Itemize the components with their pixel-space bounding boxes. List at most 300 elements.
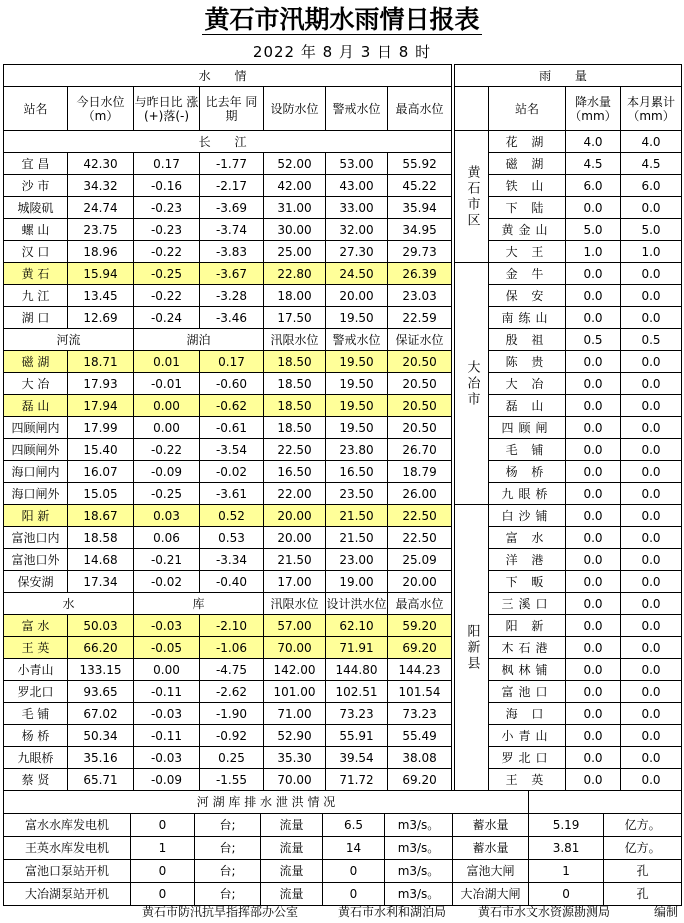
column-header: 汛限水位 (264, 593, 326, 615)
station-value: 0.17 (200, 351, 264, 373)
station-name: 磁 湖 (4, 351, 68, 373)
table-row (455, 329, 682, 351)
discharge-name: 大冶湖泵站开机 (4, 883, 131, 906)
station-value: -0.25 (134, 483, 200, 505)
water-section-title: 水 情 (4, 65, 452, 87)
region-header-blank (455, 87, 489, 131)
station-value: 0.00 (134, 659, 200, 681)
station-value: 142.00 (264, 659, 326, 681)
table-row (4, 615, 452, 637)
station-name: 王 英 (489, 769, 566, 791)
rainfall-value: 0.0 (566, 505, 621, 527)
table-row (455, 461, 682, 483)
station-value: 32.00 (326, 219, 388, 241)
rainfall-value: 0.0 (566, 197, 621, 219)
station-value: 18.67 (68, 505, 134, 527)
station-value: -0.22 (134, 439, 200, 461)
station-value: -0.22 (134, 241, 200, 263)
station-name: 小青山 (4, 659, 68, 681)
station-value: 39.54 (326, 747, 388, 769)
table-row (4, 483, 452, 505)
column-header: 汛限水位 (264, 329, 326, 351)
section-header-row (455, 65, 682, 87)
station-value: 20.50 (388, 351, 452, 373)
station-value: 55.49 (388, 725, 452, 747)
discharge-flow: 14 (323, 837, 385, 860)
monthly-total-value: 0.0 (621, 483, 682, 505)
monthly-total-value: 0.0 (621, 307, 682, 329)
station-value: 18.96 (68, 241, 134, 263)
table-row (455, 417, 682, 439)
station-name: 湖 口 (4, 307, 68, 329)
station-value: 71.91 (326, 637, 388, 659)
station-value: 57.00 (264, 615, 326, 637)
station-value: 23.75 (68, 219, 134, 241)
station-value: 20.50 (388, 417, 452, 439)
station-value: 66.20 (68, 637, 134, 659)
station-value: 34.95 (388, 219, 452, 241)
station-value: 17.00 (264, 571, 326, 593)
station-name: 沙 市 (4, 175, 68, 197)
station-name: 杨 桥 (4, 725, 68, 747)
station-value: 26.70 (388, 439, 452, 461)
station-value: 19.50 (326, 307, 388, 329)
station-value: -0.09 (134, 769, 200, 791)
station-value: 20.00 (264, 505, 326, 527)
table-row (4, 681, 452, 703)
column-header: 设计洪水位 (326, 593, 388, 615)
station-value: -0.11 (134, 725, 200, 747)
water-table (3, 64, 452, 791)
station-value: 101.00 (264, 681, 326, 703)
station-value: -2.10 (200, 615, 264, 637)
station-name: 海 口 (489, 703, 566, 725)
station-name: 四顾闸外 (4, 439, 68, 461)
table-row (4, 285, 452, 307)
station-value: 19.00 (326, 571, 388, 593)
station-value: -0.02 (200, 461, 264, 483)
monthly-total-value: 0.0 (621, 505, 682, 527)
station-value: 0.52 (200, 505, 264, 527)
table-row (455, 725, 682, 747)
table-row (455, 263, 682, 285)
station-value: 43.00 (326, 175, 388, 197)
station-value: 144.80 (326, 659, 388, 681)
station-name: 毛 铺 (4, 703, 68, 725)
report-title: 黄石市汛期水雨情日报表 (204, 5, 480, 34)
station-value: -0.01 (134, 373, 200, 395)
station-value: 29.73 (388, 241, 452, 263)
monthly-total-value: 0.0 (621, 659, 682, 681)
station-name: 九眼桥 (489, 483, 566, 505)
station-value: -0.62 (200, 395, 264, 417)
table-row (4, 417, 452, 439)
rainfall-value: 0.0 (566, 769, 621, 791)
column-header: 与昨日比 涨(+)落(-) (134, 87, 200, 131)
rainfall-value: 0.0 (566, 483, 621, 505)
rainfall-value: 0.0 (566, 659, 621, 681)
station-value: -3.34 (200, 549, 264, 571)
station-value: 45.22 (388, 175, 452, 197)
monthly-total-value: 0.0 (621, 769, 682, 791)
rainfall-value: 5.0 (566, 219, 621, 241)
discharge-store: 3.81 (529, 837, 604, 860)
rain-section-title: 雨 量 (455, 65, 682, 87)
station-value: 22.59 (388, 307, 452, 329)
rainfall-value: 0.0 (566, 263, 621, 285)
station-value: 18.58 (68, 527, 134, 549)
station-value: 26.39 (388, 263, 452, 285)
discharge-flow: 0 (323, 883, 385, 906)
table-row (455, 747, 682, 769)
station-name: 富池口 (489, 681, 566, 703)
table-row (4, 263, 452, 285)
station-value: -1.90 (200, 703, 264, 725)
station-value: 20.00 (388, 571, 452, 593)
station-name: 黄 石 (4, 263, 68, 285)
table-row (455, 175, 682, 197)
station-value: 59.20 (388, 615, 452, 637)
station-value: 19.50 (326, 395, 388, 417)
rainfall-value: 0.0 (566, 725, 621, 747)
station-value: -1.77 (200, 153, 264, 175)
discharge-count: 0 (131, 860, 195, 883)
yangtze-label-row (4, 131, 452, 153)
station-name: 富 水 (489, 527, 566, 549)
station-value: 20.00 (264, 527, 326, 549)
discharge-name: 王英水库发电机 (4, 837, 131, 860)
monthly-total-value: 0.0 (621, 197, 682, 219)
station-value: 52.00 (264, 153, 326, 175)
station-name: 王 英 (4, 637, 68, 659)
column-header: 警戒水位 (326, 329, 388, 351)
station-value: -2.62 (200, 681, 264, 703)
station-value: 35.16 (68, 747, 134, 769)
station-value: 22.50 (264, 439, 326, 461)
station-value: 17.99 (68, 417, 134, 439)
discharge-unit: 台; (195, 860, 261, 883)
station-value: 23.00 (326, 549, 388, 571)
station-name: 城陵矶 (4, 197, 68, 219)
discharge-store-label: 大冶湖大闸 (453, 883, 529, 906)
station-value: 19.50 (326, 351, 388, 373)
discharge-unit: 台; (195, 837, 261, 860)
station-value: -0.92 (200, 725, 264, 747)
monthly-total-value: 0.0 (621, 461, 682, 483)
station-name: 木石港 (489, 637, 566, 659)
station-name: 蔡 贤 (4, 769, 68, 791)
station-value: 71.00 (264, 703, 326, 725)
discharge-flow-unit: m3/s。 (385, 814, 453, 837)
table-row (455, 131, 682, 153)
discharge-name: 富池口泵站开机 (4, 860, 131, 883)
station-value: 42.00 (264, 175, 326, 197)
discharge-flow-unit: m3/s。 (385, 837, 453, 860)
station-name: 磊 山 (4, 395, 68, 417)
discharge-count: 0 (131, 814, 195, 837)
station-name: 海口闸内 (4, 461, 68, 483)
station-value: 18.50 (264, 373, 326, 395)
station-value: 13.45 (68, 285, 134, 307)
station-value: 15.94 (68, 263, 134, 285)
table-row (4, 461, 452, 483)
station-value: -0.23 (134, 197, 200, 219)
station-value: 17.93 (68, 373, 134, 395)
station-name: 罗北口 (489, 747, 566, 769)
station-value: 69.20 (388, 769, 452, 791)
monthly-total-value: 0.0 (621, 571, 682, 593)
station-value: 50.34 (68, 725, 134, 747)
station-value: 17.94 (68, 395, 134, 417)
station-name: 阳 新 (4, 505, 68, 527)
rainfall-value: 4.0 (566, 131, 621, 153)
rainfall-value: 0.0 (566, 307, 621, 329)
rainfall-value: 0.0 (566, 571, 621, 593)
station-value: 55.92 (388, 153, 452, 175)
station-name: 毛 铺 (489, 439, 566, 461)
rainfall-value: 0.0 (566, 395, 621, 417)
station-value: -2.17 (200, 175, 264, 197)
region-name: 大冶市 (464, 359, 480, 408)
rainfall-value: 1.0 (566, 241, 621, 263)
station-value: -4.75 (200, 659, 264, 681)
station-value: 144.23 (388, 659, 452, 681)
lakes-header-row (4, 329, 452, 351)
group-header: 库 (134, 593, 264, 615)
rainfall-value: 0.0 (566, 373, 621, 395)
monthly-total-value: 0.0 (621, 615, 682, 637)
station-name: 花 湖 (489, 131, 566, 153)
station-name: 南练山 (489, 307, 566, 329)
table-row (455, 307, 682, 329)
station-name: 富 水 (4, 615, 68, 637)
station-value: 18.50 (264, 395, 326, 417)
station-value: 23.50 (326, 483, 388, 505)
rainfall-value: 0.0 (566, 681, 621, 703)
rainfall-value: 4.5 (566, 153, 621, 175)
discharge-unit: 台; (195, 814, 261, 837)
monthly-total-value: 0.0 (621, 351, 682, 373)
discharge-store: 0 (529, 883, 604, 906)
discharge-flow-label: 流量 (261, 837, 323, 860)
station-name: 海口闸外 (4, 483, 68, 505)
discharge-store-unit: 孔 (604, 883, 682, 906)
station-value: 27.30 (326, 241, 388, 263)
column-header: 比去年 同 期 (200, 87, 264, 131)
station-name: 杨 桥 (489, 461, 566, 483)
station-value: 71.72 (326, 769, 388, 791)
station-name: 下 陆 (489, 197, 566, 219)
footer-org-1: 黄石市防汛抗旱指挥部办公室 (142, 905, 299, 919)
discharge-store: 1 (529, 860, 604, 883)
station-value: 73.23 (326, 703, 388, 725)
station-value: 34.32 (68, 175, 134, 197)
station-name: 汉 口 (4, 241, 68, 263)
station-value: 15.40 (68, 439, 134, 461)
station-name: 磁 湖 (489, 153, 566, 175)
table-row (4, 637, 452, 659)
station-name: 殷 祖 (489, 329, 566, 351)
station-value: 15.05 (68, 483, 134, 505)
monthly-total-value: 0.0 (621, 703, 682, 725)
discharge-flow-label: 流量 (261, 814, 323, 837)
station-name: 富池口外 (4, 549, 68, 571)
rainfall-value: 0.0 (566, 637, 621, 659)
table-row (4, 725, 452, 747)
station-value: 12.69 (68, 307, 134, 329)
table-row (4, 860, 682, 883)
table-row (4, 307, 452, 329)
station-value: 55.91 (326, 725, 388, 747)
monthly-total-value: 0.0 (621, 285, 682, 307)
station-value: 19.50 (326, 417, 388, 439)
monthly-total-value: 0.0 (621, 637, 682, 659)
column-header: 本月累计（mm） (621, 87, 682, 131)
discharge-flow-unit: m3/s。 (385, 883, 453, 906)
station-value: 17.50 (264, 307, 326, 329)
discharge-store-unit: 孔 (604, 860, 682, 883)
table-row (455, 637, 682, 659)
rainfall-value: 0.0 (566, 285, 621, 307)
table-row (4, 527, 452, 549)
discharge-flow-unit: m3/s。 (385, 860, 453, 883)
station-value: -0.25 (134, 263, 200, 285)
rainfall-value: 0.0 (566, 747, 621, 769)
discharge-store-unit: 亿方。 (604, 814, 682, 837)
monthly-total-value: 0.0 (621, 373, 682, 395)
rainfall-value: 0.0 (566, 615, 621, 637)
station-value: 21.50 (326, 527, 388, 549)
station-value: -3.54 (200, 439, 264, 461)
station-value: -3.67 (200, 263, 264, 285)
station-name: 大 王 (489, 241, 566, 263)
monthly-total-value: 0.0 (621, 549, 682, 571)
table-row (455, 197, 682, 219)
station-value: 22.80 (264, 263, 326, 285)
station-value: -0.11 (134, 681, 200, 703)
table-row (455, 681, 682, 703)
station-value: -0.22 (134, 285, 200, 307)
rainfall-value: 0.0 (566, 351, 621, 373)
table-row (4, 814, 682, 837)
station-name: 九眼桥 (4, 747, 68, 769)
station-value: 18.50 (264, 417, 326, 439)
station-value: 25.00 (264, 241, 326, 263)
monthly-total-value: 0.0 (621, 263, 682, 285)
column-header: 保证水位 (388, 329, 452, 351)
station-name: 黄金山 (489, 219, 566, 241)
footer-org-3: 黄石市水文水资源勘测局 (478, 905, 611, 919)
station-value: -0.09 (134, 461, 200, 483)
group-header: 水 (4, 593, 134, 615)
footer-org-2: 黄石市水利和湖泊局 (338, 905, 447, 919)
station-value: 18.00 (264, 285, 326, 307)
discharge-count: 0 (131, 883, 195, 906)
rainfall-value: 6.0 (566, 175, 621, 197)
table-row (4, 219, 452, 241)
station-value: 33.00 (326, 197, 388, 219)
table-row (455, 483, 682, 505)
station-value: -3.69 (200, 197, 264, 219)
station-value: -0.03 (134, 703, 200, 725)
monthly-total-value: 6.0 (621, 175, 682, 197)
rainfall-value: 0.0 (566, 527, 621, 549)
station-value: 42.30 (68, 153, 134, 175)
section-header-row (4, 65, 452, 87)
group-header: 河流 (4, 329, 134, 351)
column-header: 最高水位 (388, 87, 452, 131)
station-value: -0.24 (134, 307, 200, 329)
table-row (4, 153, 452, 175)
column-header-row (455, 87, 682, 131)
station-value: 26.00 (388, 483, 452, 505)
monthly-total-value: 0.5 (621, 329, 682, 351)
station-value: 21.50 (264, 549, 326, 571)
monthly-total-value: 0.0 (621, 747, 682, 769)
station-value: 0.06 (134, 527, 200, 549)
footer-edit: 编制 (654, 905, 679, 919)
station-value: 20.50 (388, 395, 452, 417)
discharge-store: 5.19 (529, 814, 604, 837)
station-value: 0.03 (134, 505, 200, 527)
table-row (455, 241, 682, 263)
table-row (455, 703, 682, 725)
station-value: -0.05 (134, 637, 200, 659)
table-row (4, 439, 452, 461)
table-row (455, 219, 682, 241)
station-value: 25.09 (388, 549, 452, 571)
station-value: -3.28 (200, 285, 264, 307)
table-row (455, 593, 682, 615)
rain-table (454, 64, 682, 791)
station-name: 罗北口 (4, 681, 68, 703)
station-name: 磊 山 (489, 395, 566, 417)
monthly-total-value: 0.0 (621, 417, 682, 439)
table-row (455, 395, 682, 417)
region-name: 阳新县 (464, 623, 480, 672)
station-value: 18.71 (68, 351, 134, 373)
table-row (4, 351, 452, 373)
station-value: 21.50 (326, 505, 388, 527)
table-row (4, 571, 452, 593)
rainfall-value: 0.0 (566, 549, 621, 571)
station-value: 18.79 (388, 461, 452, 483)
station-value: 70.00 (264, 637, 326, 659)
column-header-row (4, 87, 452, 131)
monthly-total-value: 0.0 (621, 395, 682, 417)
station-value: -0.60 (200, 373, 264, 395)
column-header: 设防水位 (264, 87, 326, 131)
station-value: 65.71 (68, 769, 134, 791)
rainfall-value: 0.0 (566, 703, 621, 725)
station-value: 62.10 (326, 615, 388, 637)
discharge-table (3, 790, 682, 906)
station-value: 22.50 (388, 527, 452, 549)
station-name: 金 牛 (489, 263, 566, 285)
rainfall-value: 0.5 (566, 329, 621, 351)
station-value: -3.46 (200, 307, 264, 329)
rainfall-value: 0.0 (566, 439, 621, 461)
station-value: 16.07 (68, 461, 134, 483)
station-value: 35.94 (388, 197, 452, 219)
discharge-flow: 0 (323, 860, 385, 883)
discharge-count: 1 (131, 837, 195, 860)
discharge-flow-label: 流量 (261, 860, 323, 883)
station-name: 下 畈 (489, 571, 566, 593)
table-row (455, 439, 682, 461)
table-row (455, 285, 682, 307)
station-value: 18.50 (264, 351, 326, 373)
